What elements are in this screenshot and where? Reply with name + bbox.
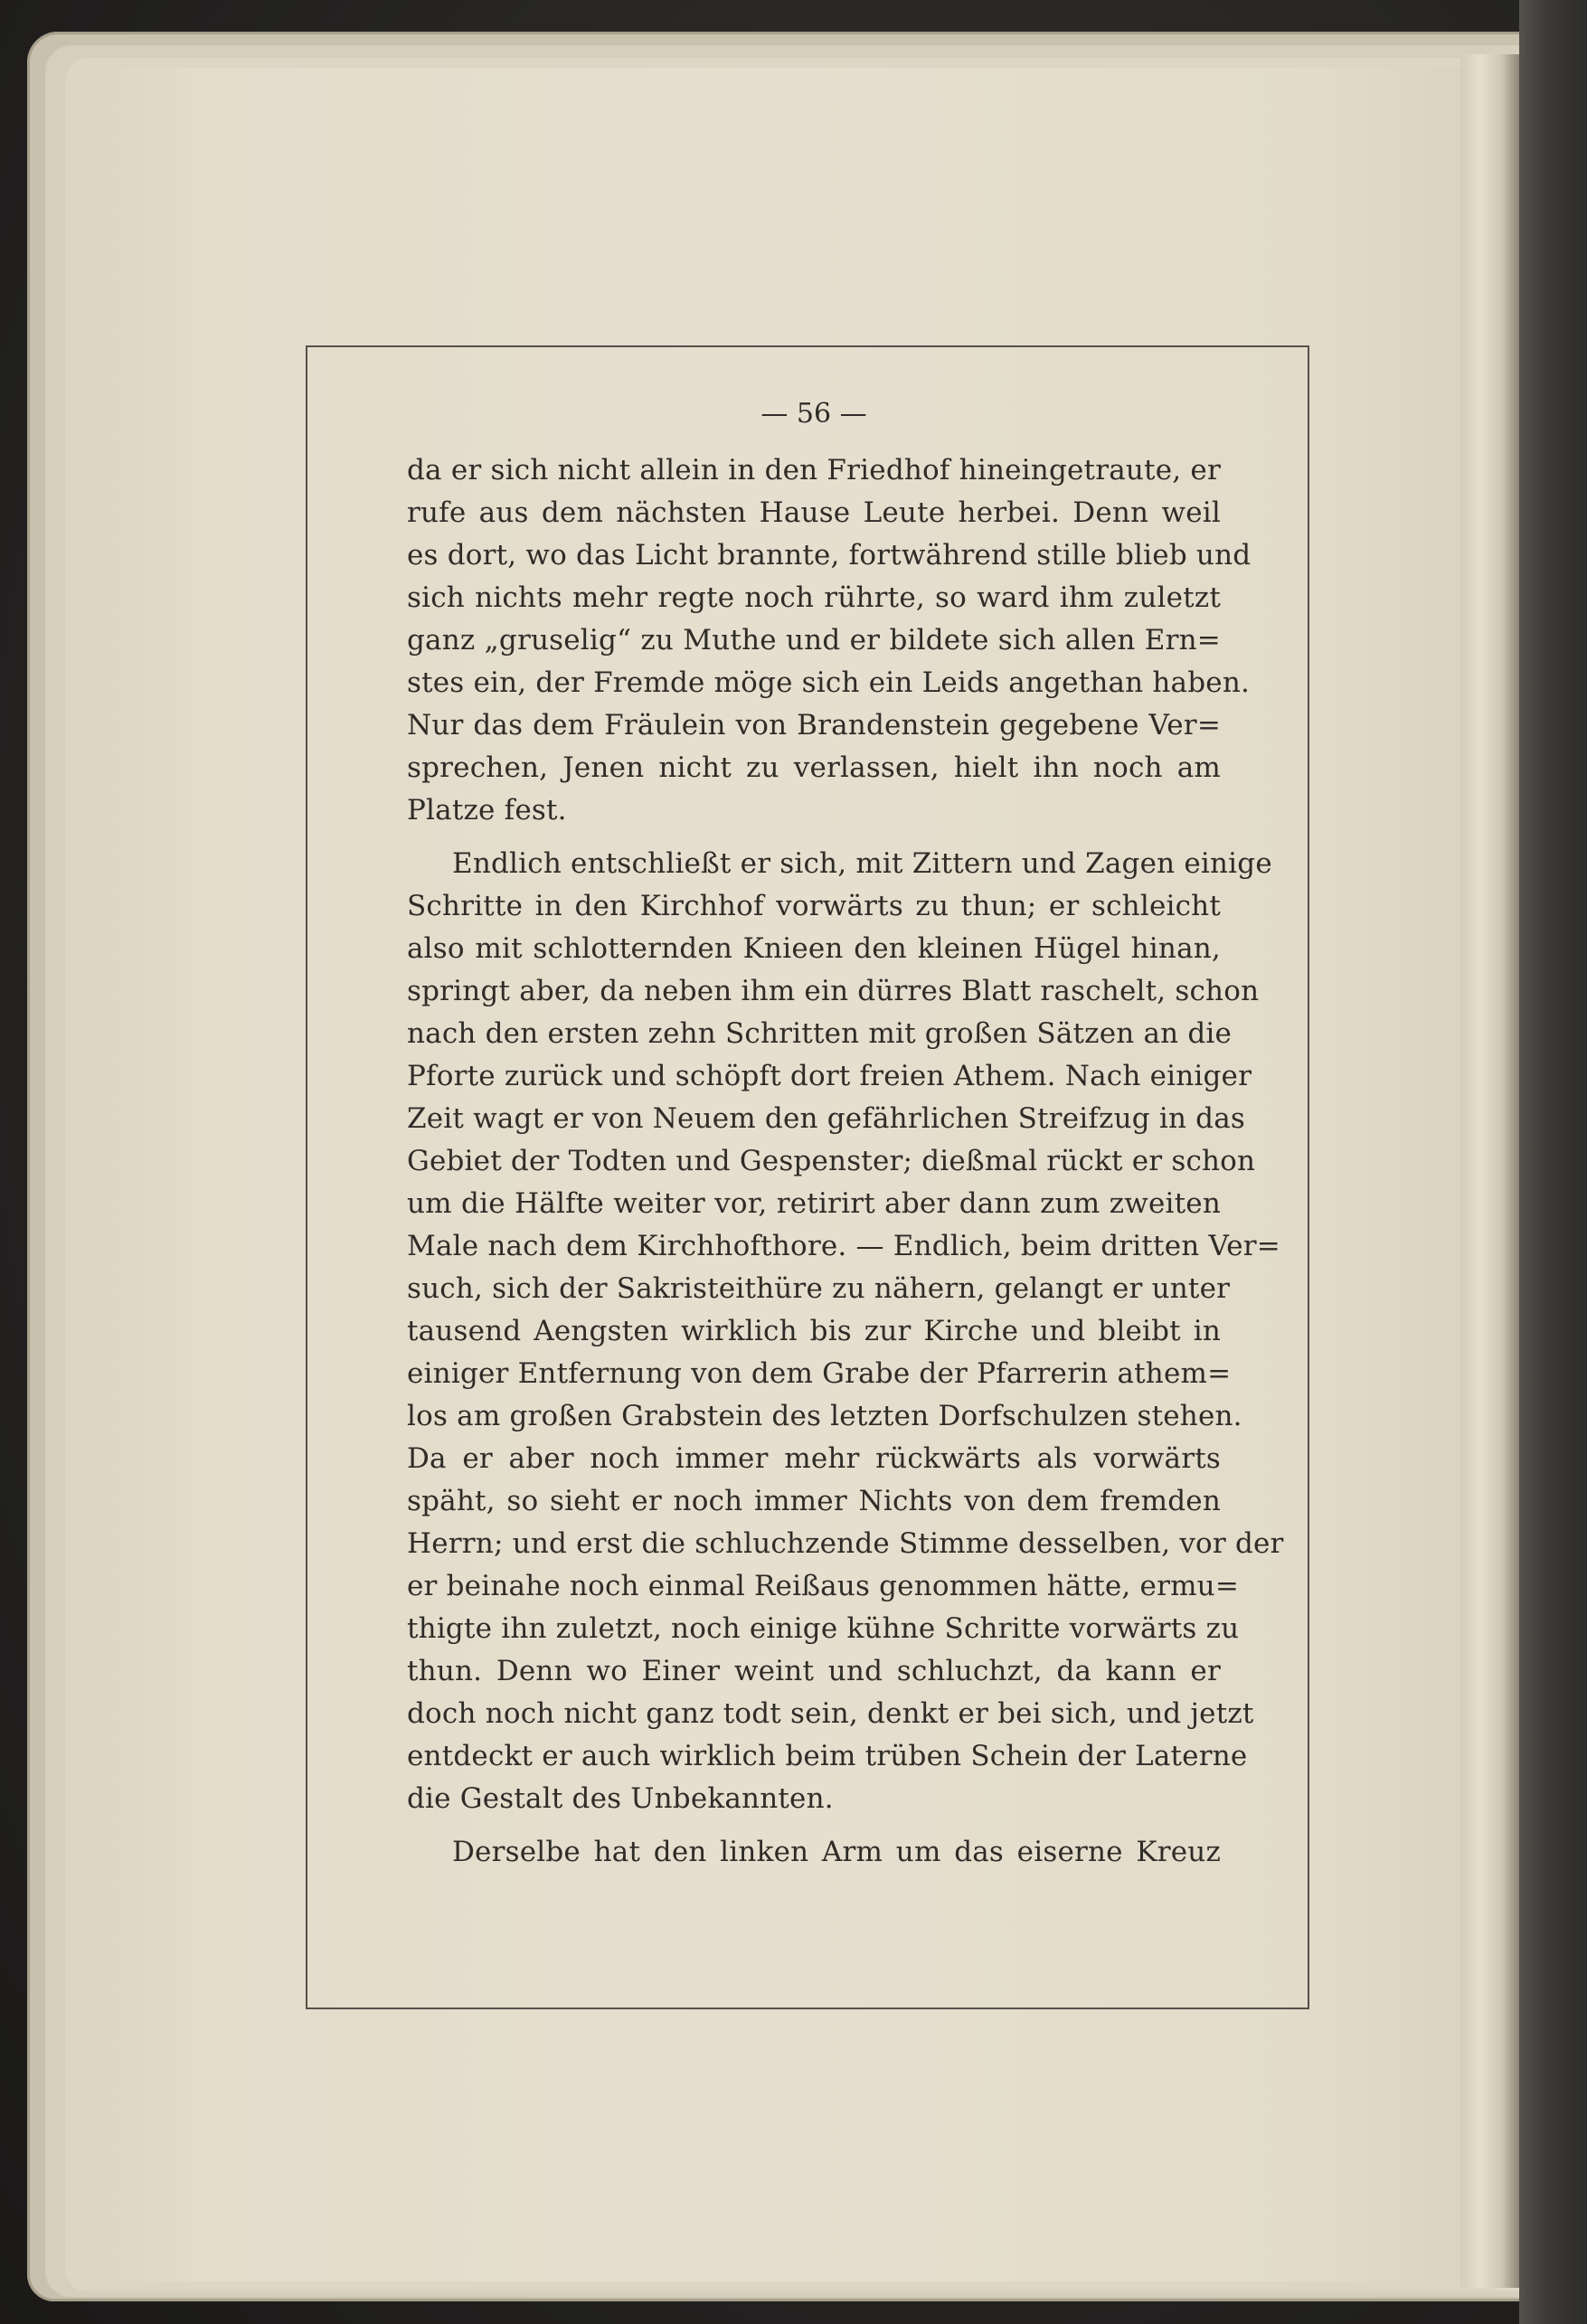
- text-line: späht, so sieht er noch immer Nichts von dem fremden: [407, 1485, 1221, 1517]
- text-line: thun. Denn wo Einer weint und schluchzt, da kann er: [407, 1655, 1221, 1687]
- text-line: Da er aber noch immer mehr rückwärts als vorwärts: [407, 1442, 1221, 1475]
- text-line: ganz „gruselig“ zu Muthe und er bildete sich allen Ern=: [407, 624, 1221, 657]
- text-line: also mit schlotternden Knieen den kleinen Hügel hinan,: [407, 932, 1221, 965]
- text-line: springt aber, da neben ihm ein dürres Blatt raschelt, schon: [407, 975, 1260, 1007]
- text-line: nach den ersten zehn Schritten mit großen Sätzen an die: [407, 1017, 1233, 1050]
- text-line: thigte ihn zuletzt, noch einige kühne Schritte vorwärts zu: [407, 1612, 1240, 1645]
- text-line: er beinahe noch einmal Reißaus genommen hätte, ermu=: [407, 1570, 1240, 1602]
- text-line: Gebiet der Todten und Gespenster; dießmal rückt er schon: [407, 1145, 1256, 1177]
- text-line: Male nach dem Kirchhofthore. — Endlich, beim dritten Ver=: [407, 1230, 1280, 1262]
- right-shadow: [1519, 0, 1587, 2324]
- text-line: doch noch nicht ganz todt sein, denkt er bei sich, und jetzt: [407, 1697, 1254, 1730]
- text-line: stes ein, der Fremde möge sich ein Leids angethan haben.: [407, 666, 1251, 699]
- text-line: Pforte zurück und schöpft dort freien Athem. Nach einiger: [407, 1060, 1252, 1092]
- text-line: Derselbe hat den linken Arm um das eiserne Kreuz: [452, 1836, 1221, 1868]
- text-line: Schritte in den Kirchhof vorwärts zu thun; er schleicht: [407, 890, 1221, 922]
- book-spine: [1460, 54, 1519, 2288]
- text-line: rufe aus dem nächsten Hause Leute herbei. Denn weil: [407, 496, 1221, 529]
- text-line: entdeckt er auch wirklich beim trüben Schein der Laterne: [407, 1740, 1248, 1772]
- text-line: sprechen, Jenen nicht zu verlassen, hielt ihn noch am: [407, 751, 1221, 784]
- text-line: einiger Entfernung von dem Grabe der Pfarrerin athem=: [407, 1357, 1232, 1390]
- text-line: tausend Aengsten wirklich bis zur Kirche und bleibt in: [407, 1315, 1221, 1347]
- text-line: um die Hälfte weiter vor, retirirt aber dann zum zweiten: [407, 1187, 1221, 1220]
- text-line: such, sich der Sakristeithüre zu nähern, gelangt er unter: [407, 1272, 1231, 1305]
- text-line: Herrn; und erst die schluchzende Stimme desselben, vor der: [407, 1527, 1284, 1560]
- text-line: es dort, wo das Licht brannte, fortwährend stille blieb und: [407, 539, 1252, 572]
- text-line: sich nichts mehr regte noch rührte, so ward ihm zuletzt: [407, 581, 1221, 614]
- text-line: Zeit wagt er von Neuem den gefährlichen Streifzug in das: [407, 1102, 1246, 1135]
- text-line: da er sich nicht allein in den Friedhof hineingetraute, er: [407, 454, 1221, 487]
- text-line: Platze fest.: [407, 794, 567, 827]
- text-line: Nur das dem Fräulein von Brandenstein gegebene Ver=: [407, 709, 1221, 742]
- text-line: Endlich entschließt er sich, mit Zittern und Zagen einige: [452, 847, 1272, 880]
- text-line: los am großen Grabstein des letzten Dorfschulzen stehen.: [407, 1400, 1242, 1432]
- text-line: die Gestalt des Unbekannten.: [407, 1782, 834, 1815]
- page-number: — 56 —: [760, 398, 867, 430]
